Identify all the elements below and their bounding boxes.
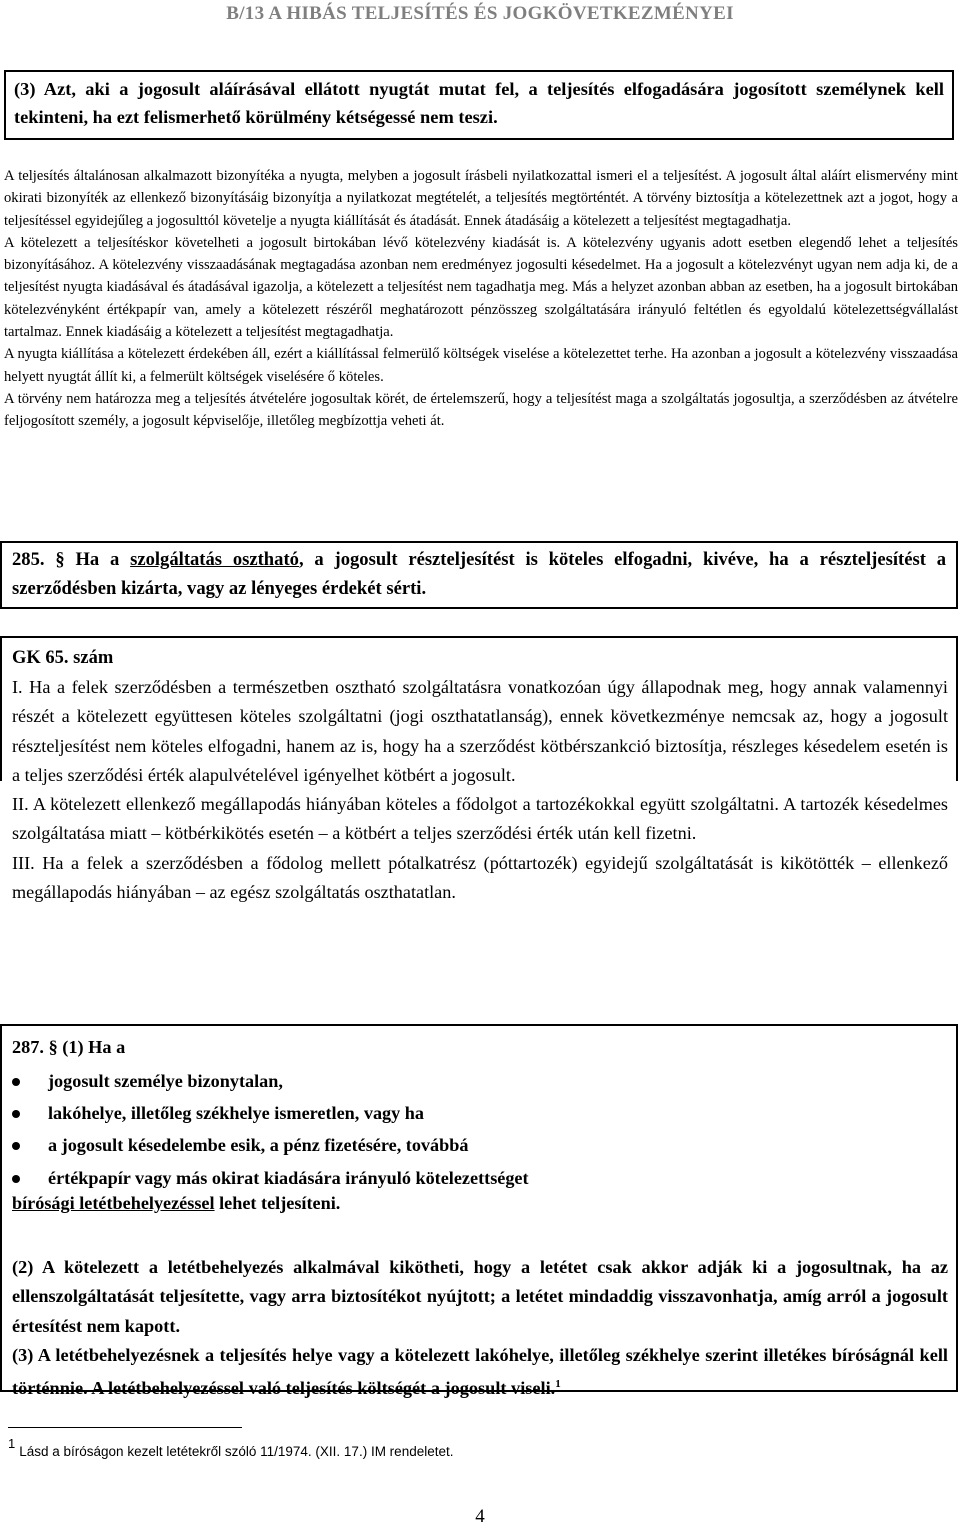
commentary-body [4,165,958,433]
article-287-heading: 287. § (1) Ha a [12,1037,126,1057]
footnote-divider [8,1427,242,1428]
footnote-text: Lásd a bíróságon kezelt letétekről szóló 11/1974. (XII. 17.) IM rendeletet. [19,1444,454,1459]
gk-paragraph-3: III. Ha a felek a szerződésben a fődolog mellett pótalkatrész (póttartozék) egyidejű szolgáltatását is kikötötték – ellenkező megállapodás hiányában – az egész szolgáltatás oszthatatlan. [12,852,948,903]
footnote-number: 1 [8,1436,16,1451]
article-box-3 [4,70,954,140]
commentary-paragraph: A nyugta kiállítása a kötelezett érdekében áll, ezért a kiállítással felmerülő költségek viselése a kötelezettet terhe. Ha azonban a jogosult a kötelezvény visszaadása helyett nyugtát állít ki, a felmerült költségek viselésére ő köteles. [4,346,958,385]
commentary-paragraph: A törvény nem határozza meg a teljesítés átvételére jogosultak körét, de értelemszerű, hogy a teljesítést maga a szolgáltatás jogosultja, a szerződésben az átvételre feljogosított személy, a jogosult képviselője, illetőleg megbízottja veheti át. [4,390,958,430]
bullet-icon [12,1175,20,1183]
article-285-text [12,546,946,603]
article-287-closing: bírósági letétbehelyezéssel lehet teljesíteni. [12,1193,341,1213]
page-number: 4 [475,1506,485,1527]
bullet-icon [12,1078,20,1086]
article-box-285 [0,541,958,609]
article-285-num: 285. § Ha a [12,549,131,570]
gk-body [12,673,948,907]
footnote-ref: 1 [555,1378,561,1391]
article-287-paragraphs [12,1253,948,1403]
list-item: jogosult személye bizonytalan, [12,1065,942,1097]
divisible-service-term: szolgáltatás osztható [130,549,299,570]
list-item: lakóhelye, illetőleg székhelye ismeretlen, vagy ha [12,1097,942,1129]
gk-paragraph-2: II. A kötelezett ellenkező megállapodás hiányában köteles a fődolgot a tartozékokkal együtt szolgáltatni. A tartozék késedelmes szolgáltatása miatt – kötbérkikötés esetén – a kötbért a teljes szerződési érték után kell fizetni. [12,794,948,844]
article-287-list [12,1065,942,1194]
commentary-paragraph: A teljesítés általánosan alkalmazott bizonyítéka a nyugta, melyben a jogosult írásbeli nyilatkozattal ismeri el a teljesítést. A jogosult által aláírt elismervény mint okirati bizonyíték az ellenkező bizonyításáig bizonyítja a nyilatkozat megtételét, a teljesítés megtörténtét. A törvény biztosítja a kötelezettnek azt a jogot, hogy a teljesítéssel egyidejűleg a jogosulttól követelje a nyugta kiállítását és átadását. Ennek átadásáig a kötelezett a teljesítést megtagadhatja. [4,168,958,229]
article-text: (3) Azt, aki a jogosult aláírásával ellátott nyugtát mutat fel, a teljesítés elfogadására jogosított személynek kell tekinteni, ha ezt felismerhető körülmény kétségessé nem teszi. [14,79,944,127]
article-287-p2: (2) A kötelezett a letétbehelyezés alkalmával kikötheti, hogy a letétet csak akkor adják ki a jogosultnak, ha az ellenszolgáltatását teljesítette, vagy arra biztosítékot nyújtott; a letétet mindaddig visszavonhatja, amíg arról a jogosult értesítést nem kapott. [12,1257,948,1336]
article-287-p3: (3) A letétbehelyezésnek a teljesítés helye vagy a kötelezett lakóhelye, illetőleg székhelye szerint illetékes bíróságnál kell történnie. A letétbehelyezéssel való teljesítés költségét a jogosult viseli.$^1$ [12,1344,948,1399]
commentary-paragraph: A kötelezett a teljesítéskor követelheti a jogosult birtokában lévő kötelezvény kiadását is. A kötelezvény ugyanis adott esetben elegendő lehet a teljesítés bizonyításához. A kötelezvény visszaadásának megtagadása azonban nem eredményez jogosulti késedelmet. Ha a jogosult a kötelezvényt ugyan nem adja ki, de a teljesítést nyugta kiadásával és átadásával igazolja, a kötelezett a teljesítést nem tagadhatja meg. Más a helyzet azonban abban az esetben, ha a jogosult birtokában kötelezvényként értékpapír van, amely a kötelezett részéről meghatározott pénzösszeg szolgáltatására irányuló feltétlen és egyoldalú kötelezettségvállalást tartalmaz. Ennek kiadásáig a kötelezett a teljesítést megtagadhatja. [4,234,958,341]
list-item: értékpapír vagy más okirat kiadására irányuló kötelezettséget [12,1162,942,1194]
gk-paragraph-1: I. Ha a felek szerződésben a természetben osztható szolgáltatásra vonatkozóan úgy állapodnak meg, hogy annak valamennyi részét a kötelezett együttesen köteles szolgáltatni (jogi oszthatatlanság), ennek következménye nemcsak az, hogy a jogosult részteljesítést nem köteles elfogadni, hanem az is, hogy ha a szerződést kötbérszankció biztosítja, részleges késedelem esetén is a teljes szerződési érték alapulvételével igényelhet kötbért a jogosult. [12,677,948,785]
bullet-icon [12,1142,20,1150]
page-header: B/13 A HIBÁS TELJESÍTÉS ÉS JOGKÖVETKEZMÉNYEI [226,3,734,24]
list-item: a jogosult késedelembe esik, a pénz fizetésére, továbbá [12,1129,942,1161]
article-285-rest: , a jogosult részteljesítést is köteles elfogadni, kivéve, ha a részteljesítést a szerződésben kizárta, vagy az lényeges érdekét sérti. [12,549,946,599]
court-deposit-term: bírósági letétbehelyezéssel [12,1193,215,1213]
footnote [8,1436,453,1459]
gk-title: GK 65. szám [12,648,114,668]
bullet-icon [12,1110,20,1118]
